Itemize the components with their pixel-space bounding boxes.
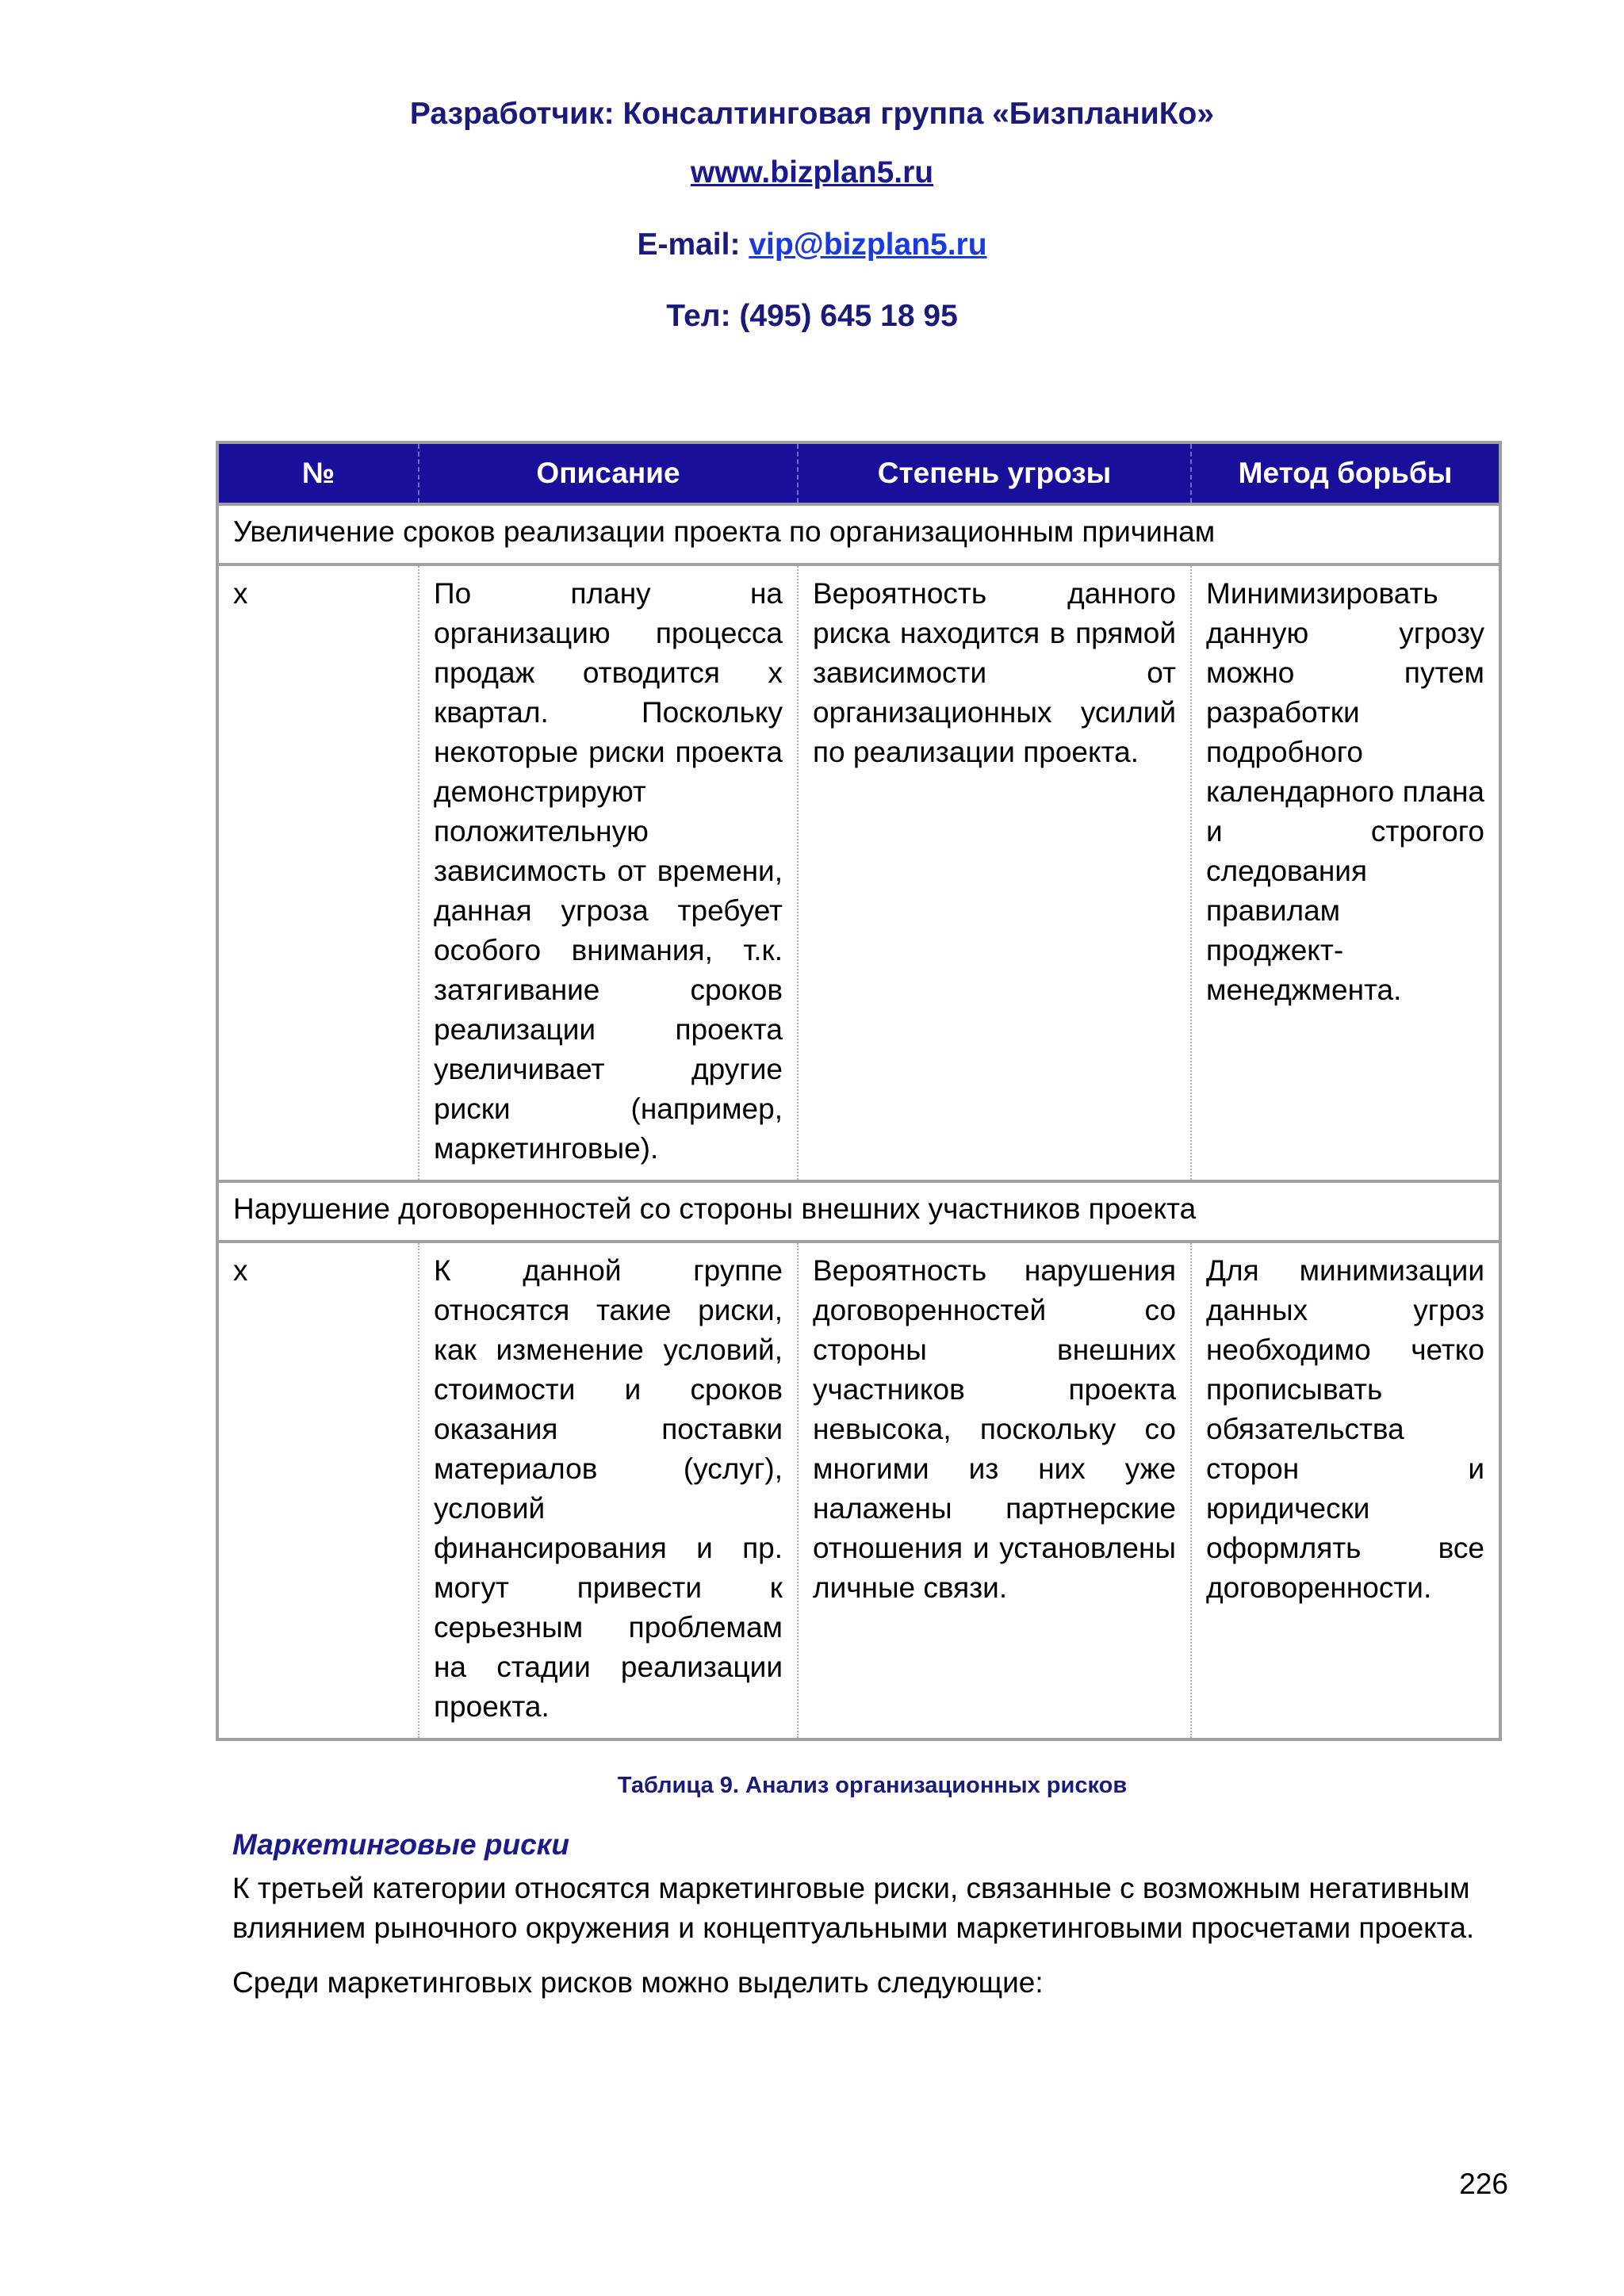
paragraph: Среди маркетинговых рисков можно выделить следующие: (232, 1966, 1044, 1999)
row-description: К данной группе относятся такие риски, как изменение условий, стоимости и сроков оказания поставки материалов (услуг), условий финансирования и пр. могут привести к серьезным проблемам на стадии реализации проекта. (419, 1242, 798, 1739)
website-line (0, 155, 1624, 190)
email-line (0, 228, 1624, 262)
section-title: Нарушение договоренностей со стороны внешних участников проекта (217, 1181, 1500, 1242)
risk-table (216, 441, 1502, 1741)
developer-line: Разработчик: Консалтинговая группа «БизпланиКо» (409, 97, 1215, 131)
row-number: x (217, 1242, 419, 1739)
section-heading: Маркетинговые риски (232, 1828, 569, 1861)
column-header-threat: Степень угрозы (798, 442, 1191, 504)
column-header-number: № (217, 442, 419, 504)
paragraph: К третьей категории относятся маркетинговые риски, связанные с возможным негативным влиянием рыночного окружения и концептуальными маркетинговыми просчетами проекта. (232, 1872, 1475, 1944)
table-row (217, 1242, 1500, 1739)
row-method: Для минимизации данных угроз необходимо четко прописывать обязательства сторон и юридически оформлять все договоренности. (1206, 1254, 1484, 1604)
phone-line: Тел: (495) 645 18 95 (666, 299, 958, 333)
website-link[interactable]: www.bizplan5.ru (690, 155, 934, 189)
row-method: Минимизировать данную угрозу можно путем разработки подробного календарного плана и строгого следования правилам проджект-менеджмента. (1206, 577, 1484, 1006)
section-row (217, 504, 1500, 564)
table-row (217, 564, 1500, 1181)
column-header-method: Метод борьбы (1191, 442, 1500, 504)
row-number: x (217, 564, 419, 1181)
section-row (217, 1181, 1500, 1242)
table-caption: Таблица 9. Анализ организационных рисков (617, 1773, 1128, 1798)
row-threat: Вероятность данного риска находится в прямой зависимости от организационных усилий по реализации проекта. (798, 564, 1191, 1181)
email-link[interactable]: vip@bizplan5.ru (749, 228, 987, 262)
section-title: Увеличение сроков реализации проекта по организационным причинам (217, 504, 1500, 564)
page-number: 226 (1459, 2168, 1508, 2200)
row-description: По плану на организацию процесса продаж отводится х квартал. Поскольку некоторые риски проекта демонстрируют положительную зависимость от времени, данная угроза требует особого внимания, т.к. затягивание сроков реализации проекта увеличивает другие риски (например, маркетинговые). (419, 564, 798, 1181)
row-threat: Вероятность нарушения договоренностей со стороны внешних участников проекта невысока, поскольку со многими из них уже налажены партнерские отношения и установлены личные связи. (798, 1242, 1191, 1739)
table-header-row (217, 442, 1500, 504)
column-header-description: Описание (419, 442, 798, 504)
email-label: E-mail: (637, 228, 749, 262)
